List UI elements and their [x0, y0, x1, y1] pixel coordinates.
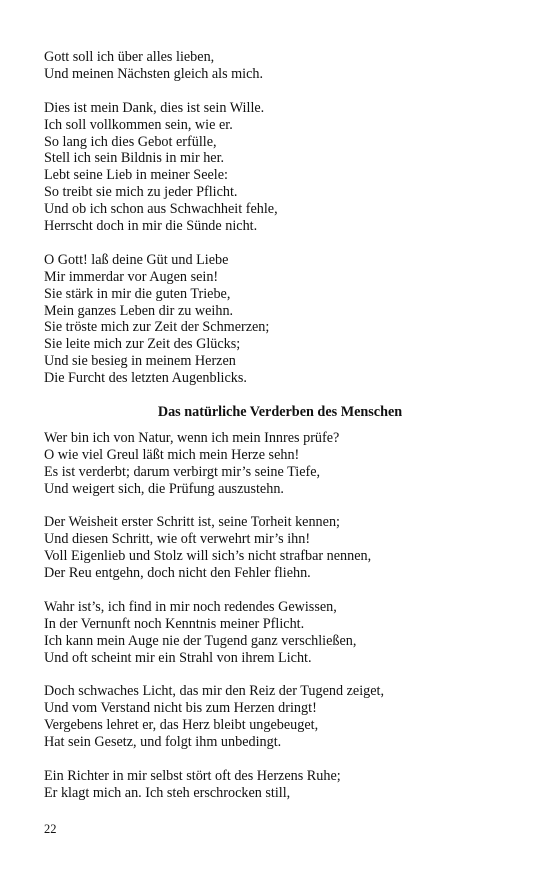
page-text-block: [44, 49, 514, 819]
verse-line: Vergebens lehret er, das Herz bleibt ungebeuget,: [44, 717, 319, 734]
verse-line: Sie stärk in mir die guten Triebe,: [44, 285, 231, 302]
verse-line: Stell ich sein Bildnis in mir her.: [44, 150, 225, 167]
verse-line: Und weigert sich, die Prüfung auszustehn.: [44, 480, 284, 497]
verse-line: Wer bin ich von Natur, wenn ich mein Innres prüfe?: [44, 429, 340, 446]
stanza: [44, 683, 514, 751]
verse-line: Und sie besieg in meinem Herzen: [44, 353, 236, 370]
verse-line: Und ob ich schon aus Schwachheit fehle,: [44, 201, 278, 218]
verse-line: Der Weisheit erster Schritt ist, seine Torheit kennen;: [44, 514, 340, 531]
verse-line: Hat sein Gesetz, und folgt ihm unbedingt.: [44, 734, 282, 751]
verse-line: Und vom Verstand nicht bis zum Herzen dringt!: [44, 700, 317, 717]
verse-line: Ich soll vollkommen sein, wie er.: [44, 116, 233, 133]
stanza: [44, 100, 514, 235]
verse-line: Sie tröste mich zur Zeit der Schmerzen;: [44, 319, 270, 336]
stanza: [44, 430, 514, 498]
verse-line: Sie leite mich zur Zeit des Glücks;: [44, 336, 241, 353]
stanza: [44, 514, 514, 582]
page-number: 22: [44, 822, 57, 836]
stanza: [44, 49, 514, 83]
stanza: [44, 768, 514, 802]
verse-line: Ein Richter in mir selbst stört oft des Herzens Ruhe;: [44, 767, 341, 784]
verse-line: O Gott! laß deine Güt und Liebe: [44, 251, 229, 268]
verse-line: Dies ist mein Dank, dies ist sein Wille.: [44, 99, 265, 116]
verse-line: Der Reu entgehn, doch nicht den Fehler fliehn.: [44, 565, 311, 582]
stanza: [44, 252, 514, 387]
verse-line: Es ist verderbt; darum verbirgt mir’s seine Tiefe,: [44, 463, 321, 480]
verse-line: Und oft scheint mir ein Strahl von ihrem Licht.: [44, 649, 312, 666]
verse-line: Gott soll ich über alles lieben,: [44, 49, 215, 65]
verse-line: Er klagt mich an. Ich steh erschrocken still,: [44, 784, 291, 801]
verse-line: Und diesen Schritt, wie oft verwehrt mir’s ihn!: [44, 531, 311, 548]
verse-line: Mir immerdar vor Augen sein!: [44, 268, 219, 285]
poem-title: Das natürliche Verderben des Menschen: [157, 403, 403, 420]
verse-line: So lang ich dies Gebot erfülle,: [44, 133, 217, 150]
verse-line: Mein ganzes Leben dir zu weihn.: [44, 302, 234, 319]
verse-line: Ich kann mein Auge nie der Tugend ganz verschließen,: [44, 632, 357, 649]
verse-line: Und meinen Nächsten gleich als mich.: [44, 65, 264, 82]
stanza: [44, 599, 514, 667]
verse-line: Voll Eigenlieb und Stolz will sich’s nicht strafbar nennen,: [44, 548, 372, 565]
verse-line: Die Furcht des letzten Augenblicks.: [44, 370, 247, 387]
verse-line: So treibt sie mich zu jeder Pflicht.: [44, 184, 238, 201]
verse-line: Wahr ist’s, ich find in mir noch redendes Gewissen,: [44, 598, 337, 615]
verse-line: Lebt seine Lieb in meiner Seele:: [44, 167, 228, 184]
verse-line: In der Vernunft noch Kenntnis meiner Pflicht.: [44, 615, 305, 632]
verse-line: Doch schwaches Licht, das mir den Reiz der Tugend zeiget,: [44, 683, 385, 700]
verse-line: Herrscht doch in mir die Sünde nicht.: [44, 218, 258, 235]
verse-line: O wie viel Greul läßt mich mein Herze sehn!: [44, 446, 300, 463]
